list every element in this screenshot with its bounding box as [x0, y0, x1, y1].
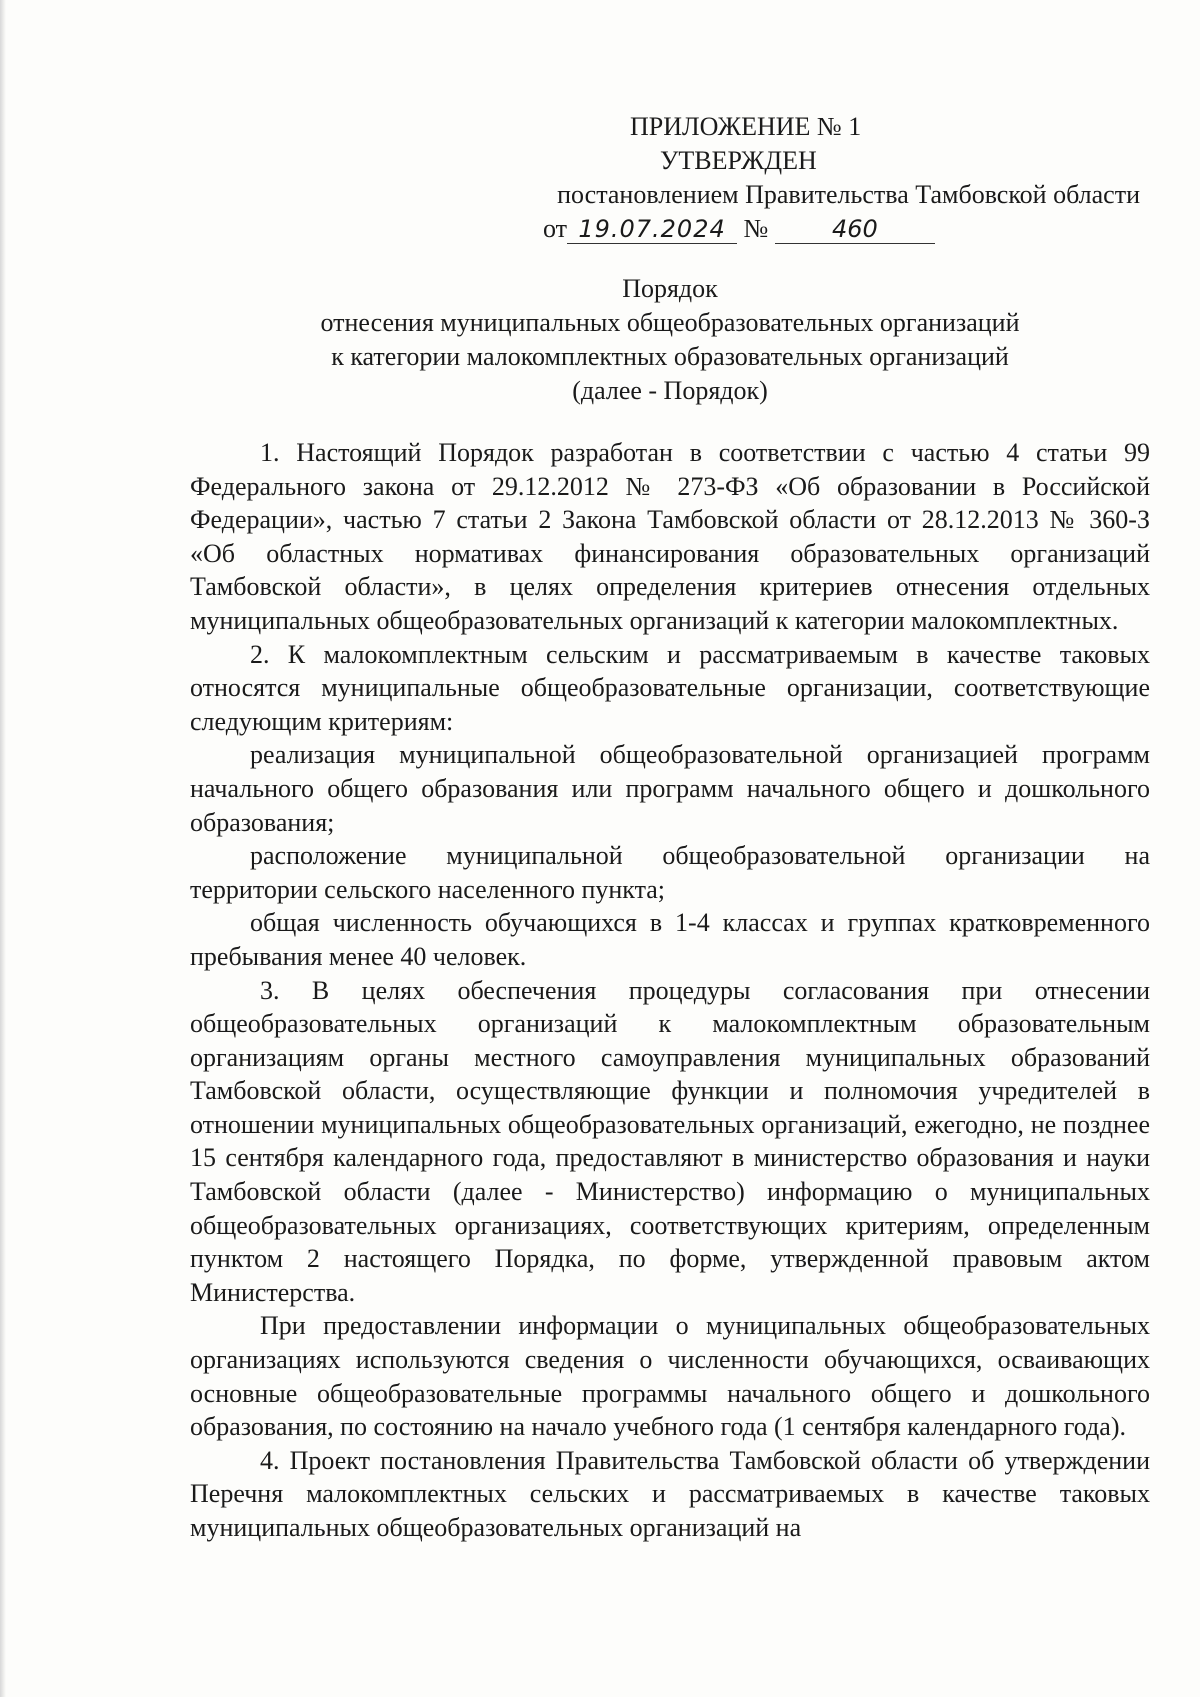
approved-label: УТВЕРЖДЕН — [660, 146, 817, 175]
document-title — [190, 272, 1150, 408]
handwritten-date: 19.07.2024 — [567, 215, 737, 244]
paragraph-3: 3. В целях обеспечения процедуры согласования при отнесении общеобразовательных организаций к малокомплектным образовательным организациям органы местного самоуправления муниципальных образований Тамбовской области, осуществляющие функции и полномочия учредителей в отношении муниципальных общеобразовательных организаций, ежегодно, не позднее 15 сентября календарного года, предоставляют в министерство образования и науки Тамбовской области (далее - Министерство) информацию о муниципальных общеобразовательных организациях, соответствующих критериям, определенным пунктом 2 настоящего Порядка, по форме, утвержденной правовым актом Министерства. — [190, 975, 1150, 1307]
handwritten-number: 460 — [775, 215, 935, 244]
scan-edge — [0, 0, 6, 1697]
date-number-line — [440, 212, 1140, 246]
number-sign: № — [743, 214, 769, 243]
document-body — [190, 436, 1150, 1545]
title-line-2: отнесения муниципальных общеобразовательных организаций — [320, 308, 1020, 337]
approval-header — [440, 110, 1140, 246]
approved-by: постановлением Правительства Тамбовской области — [557, 180, 1140, 209]
criterion-3: общая численность обучающихся в 1-4 классах и группах кратковременного пребывания менее 40 человек. — [190, 908, 1150, 971]
date-prefix: от — [543, 214, 568, 243]
title-line-1: Порядок — [622, 274, 718, 303]
paragraph-2: 2. К малокомплектным сельским и рассматриваемым в качестве таковых относятся муниципальные общеобразовательные организации, соответствующие следующим критериям: — [190, 639, 1150, 736]
title-line-3: к категории малокомплектных образовательных организаций — [331, 342, 1009, 371]
criterion-1: реализация муниципальной общеобразовательной организацией программ начального общего образования или программ начального общего и дошкольного образования; — [190, 740, 1150, 837]
paragraph-3-continued: При предоставлении информации о муниципальных общеобразовательных организациях используются сведения о численности обучающихся, осваивающих основные общеобразовательные программы начального общего и дошкольного образования, по состоянию на начало учебного года (1 сентября календарного года). — [190, 1311, 1150, 1442]
paragraph-1: 1. Настоящий Порядок разработан в соответствии с частью 4 статьи 99 Федерального закона от 29.12.2012 № 273-ФЗ «Об образовании в Российской Федерации», частью 7 статьи 2 Закона Тамбовской области от 28.12.2013 № 360-З «Об областных нормативах финансирования образовательных организаций Тамбовской области», в целях определения критериев отнесения отдельных муниципальных общеобразовательных организаций к категории малокомплектных. — [190, 438, 1150, 635]
appendix-label: ПРИЛОЖЕНИЕ № 1 — [630, 112, 862, 141]
paragraph-4: 4. Проект постановления Правительства Тамбовской области об утверждении Перечня малокомплектных сельских и рассматриваемых в качестве таковых муниципальных общеобразовательных организаций на — [190, 1445, 1150, 1542]
title-line-4: (далее - Порядок) — [572, 376, 768, 405]
criterion-2: расположение муниципальной общеобразовательной организации на территории сельского населенного пункта; — [190, 841, 1150, 904]
